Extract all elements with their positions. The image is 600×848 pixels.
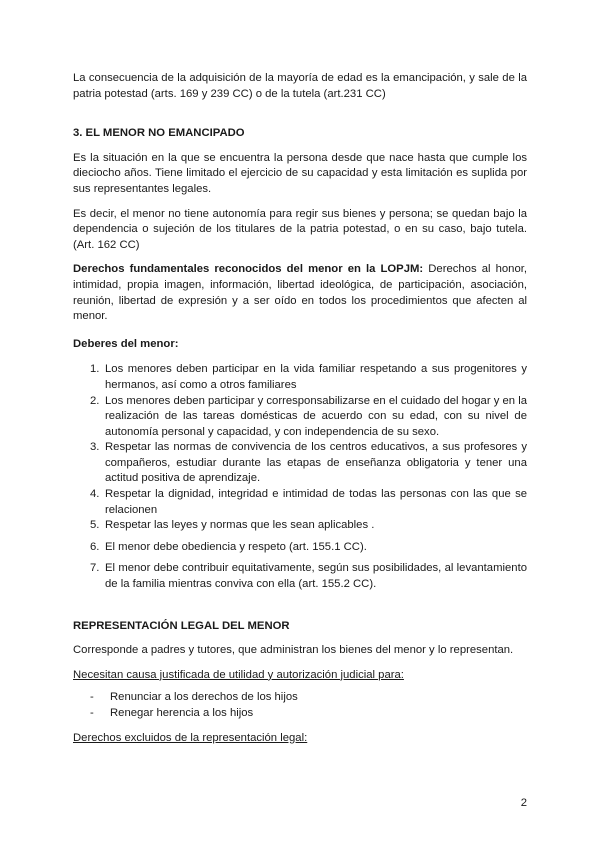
list-item-number: 7.	[90, 562, 100, 575]
list-item-number: 4.	[90, 488, 100, 501]
list-item-text: El menor debe contribuir equitativamente, según sus posibilidades, al levantamiento de la familia mientras conviva con ella (art. 155.2 CC).	[105, 562, 527, 591]
excluded-rights-label: Derechos excluidos de la representación legal:	[73, 731, 308, 744]
intro-paragraph: La consecuencia de la adquisición de la mayoría de edad es la emancipación, y sale de la patria potestad (arts. 169 y 239 CC) o de la tutela (art.231 CC)	[73, 72, 527, 100]
section-3-title: 3. EL MENOR NO EMANCIPADO	[73, 127, 245, 140]
rights-text: Derechos al honor, intimidad, propia imagen, información, libertad ideológica, de participación, asociación, reunión, libertad de expresión y a ser oído en todos los procedimientos que afecten al menor.	[73, 263, 528, 323]
list-item	[90, 706, 527, 722]
list-item-number: 5.	[90, 519, 100, 532]
rights-label: Derechos fundamentales reconocidos del menor en la LOPJM:	[73, 263, 424, 276]
document-page	[73, 71, 527, 746]
list-item-text: Los menores deben participar en la vida familiar respetando a sus progenitores y hermanos, así como a otros familiares	[105, 363, 527, 391]
section-3-paragraph-1: Es la situación en la que se encuentra la persona desde que nace hasta que cumple los dieciocho años. Tiene limitado el ejercicio de su capacidad y esta limitación es suplida por sus representantes legales.	[73, 151, 527, 195]
duties-title: Deberes del menor:	[73, 337, 179, 350]
list-item	[90, 540, 527, 556]
list-item	[90, 487, 527, 518]
representation-paragraph: Corresponde a padres y tutores, que administran los bienes del menor y lo representan.	[73, 644, 514, 657]
representation-title: REPRESENTACIÓN LEGAL DEL MENOR	[73, 619, 290, 632]
section-3-paragraph-2: Es decir, el menor no tiene autonomía para regir sus bienes y persona; se quedan bajo la dependencia o sujeción de los titulares de la patria potestad, o en su caso, bajo tutela. (Art. 162 CC)	[73, 207, 527, 251]
list-item	[90, 561, 527, 592]
list-item-number: 3.	[90, 441, 100, 454]
list-item-dash: -	[90, 691, 94, 704]
duties-list	[73, 362, 527, 592]
list-item	[90, 362, 527, 393]
list-item-number: 1.	[90, 363, 100, 376]
list-item	[90, 440, 527, 487]
justified-cause-list	[73, 690, 527, 721]
page-number: 2	[520, 797, 527, 809]
list-item-text: Respetar las normas de convivencia de los centros educativos, a sus profesores y compañeros, estudiar durante las etapas de enseñanza obligatoria y tener una actitud positiva de aprendizaje.	[105, 441, 527, 485]
list-item-text: Renegar herencia a los hijos	[110, 707, 254, 719]
list-item-dash: -	[90, 707, 94, 719]
list-item-text: Respetar la dignidad, integridad e intimidad de todas las personas con las que se relacionen	[105, 488, 527, 516]
list-item-number: 6.	[90, 540, 100, 553]
rights-paragraph	[73, 262, 527, 324]
list-item-text: El menor debe obediencia y respeto (art. 155.1 CC).	[105, 540, 367, 553]
list-item-text: Respetar las leyes y normas que les sean aplicables .	[105, 519, 375, 532]
list-item-text: Renunciar a los derechos de los hijos	[110, 691, 298, 704]
list-item	[90, 394, 527, 441]
list-item-text: Los menores deben participar y corresponsabilizarse en el cuidado del hogar y en la realización de las tareas domésticas de acuerdo con su edad, con su nivel de autonomía personal y capacidad, y con independencia de su sexo.	[105, 394, 528, 438]
list-item	[90, 518, 527, 534]
list-item-number: 2.	[90, 394, 100, 407]
justified-cause-label: Necesitan causa justificada de utilidad y autorización judicial para:	[73, 668, 404, 681]
list-item	[90, 690, 527, 706]
